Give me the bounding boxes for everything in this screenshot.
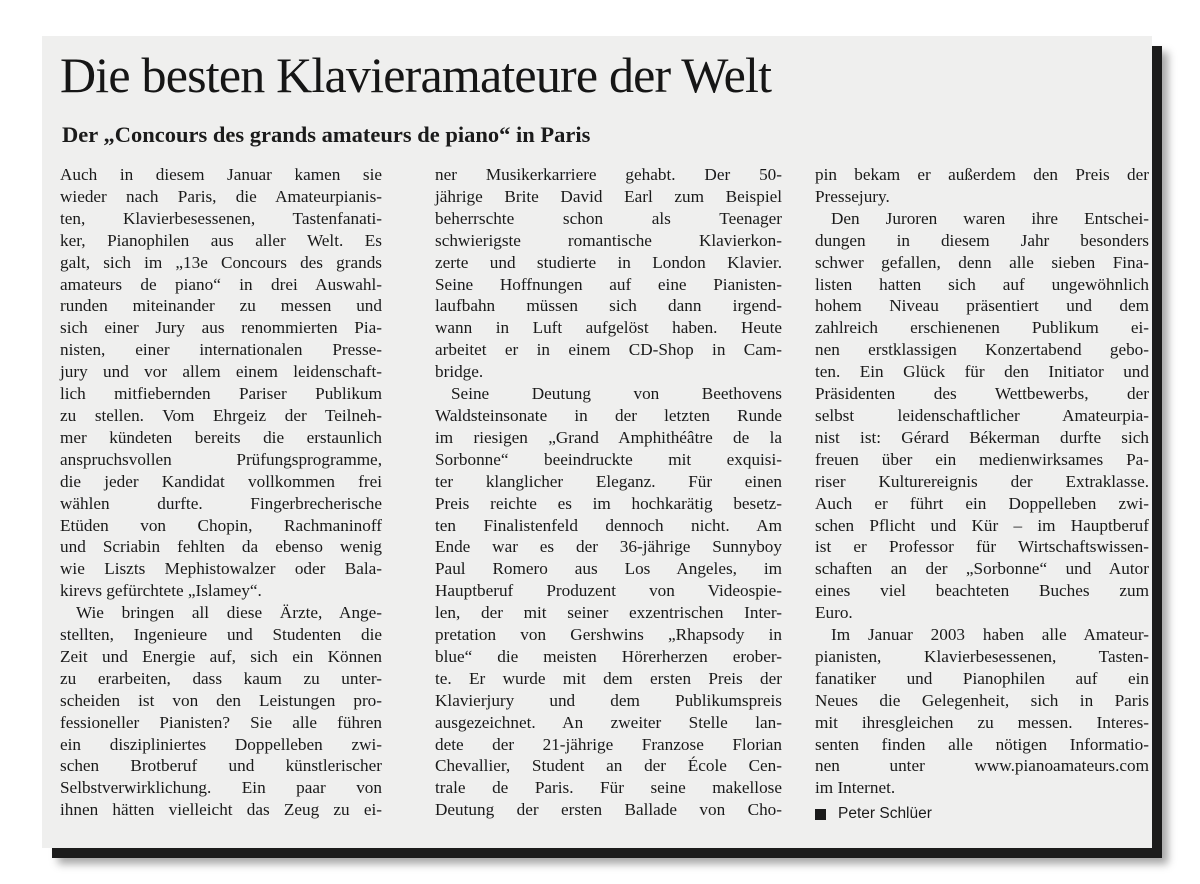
text-line: nist ist: Gérard Békerman durfte sich bbox=[815, 427, 1149, 447]
text-line: mit ihresgleichen zu messen. Interes- bbox=[815, 712, 1149, 732]
text-line: hohem Niveau präsentiert und dem bbox=[815, 296, 1149, 316]
text-line: fanatiker und Pianophilen auf ein bbox=[815, 668, 1149, 688]
text-line: schen Pflicht und Kür – im Hauptberuf bbox=[815, 515, 1149, 535]
text-line: Präsidenten des Wettbewerbs, der bbox=[815, 384, 1149, 404]
subheadline: Der „Concours des grands amateurs de piano“ in Paris bbox=[62, 122, 591, 147]
text-column-1 bbox=[60, 164, 382, 821]
text-line: riser Kulturereignis der Extraklasse. bbox=[815, 471, 1149, 491]
text-line: Paul Romero aus Los Angeles, im bbox=[435, 559, 782, 579]
text-line: stellten, Ingenieure und Studenten die bbox=[60, 625, 382, 645]
text-line: Hauptberuf Produzent von Videospie- bbox=[435, 581, 782, 601]
text-line: Zeit und Energie auf, sich ein Können bbox=[60, 646, 382, 666]
text-line: wie Liszts Mephistowalzer oder Bala- bbox=[60, 559, 382, 579]
text-line: schwierigste romantische Klavierkon- bbox=[435, 230, 782, 250]
text-line: pin bekam er außerdem den Preis der bbox=[815, 165, 1149, 184]
text-line: pianisten, Klavierbesessenen, Tasten- bbox=[815, 646, 1149, 666]
text-line: galt, sich im „13e Concours des grands bbox=[60, 252, 382, 272]
text-line: ten Finalistenfeld dennoch nicht. Am bbox=[435, 515, 782, 535]
text-line: senten finden alle nötigen Informatio- bbox=[815, 734, 1149, 754]
text-line: dete der 21-jährige Franzose Florian bbox=[435, 734, 782, 754]
text-line: Auch er führt ein Doppelleben zwi- bbox=[815, 493, 1149, 513]
text-line: ter klanglicher Eleganz. Für einen bbox=[435, 471, 782, 491]
text-line: Seine Hoffnungen auf eine Pianisten- bbox=[435, 274, 782, 294]
text-line: wählen durfte. Fingerbrecherische bbox=[60, 493, 382, 513]
text-line: wieder nach Paris, die Amateurpianis- bbox=[60, 186, 382, 206]
author-byline bbox=[815, 803, 1149, 825]
text-line: lich mitfiebernden Pariser Publikum bbox=[60, 384, 382, 404]
text-line: ist er Professor für Wirtschaftswissen- bbox=[815, 537, 1149, 557]
author-name: Peter Schlüer bbox=[838, 805, 932, 823]
text-line: zu erarbeiten, dass kaum zu unter- bbox=[60, 668, 382, 688]
text-line: scheiden ist von den Leistungen pro- bbox=[60, 690, 382, 710]
text-line: Sorbonne“ beeindruckte mit exquisi- bbox=[435, 449, 782, 469]
text-line: bridge. bbox=[435, 362, 484, 382]
text-line: ner Musikerkarriere gehabt. Der 50- bbox=[435, 165, 782, 184]
text-line: ausgezeichnet. An zweiter Stelle lan- bbox=[435, 712, 782, 732]
text-line: blue“ die meisten Hörerherzen erober- bbox=[435, 646, 782, 666]
square-bullet-icon bbox=[815, 809, 826, 820]
text-line: nisten, einer internationalen Presse- bbox=[60, 340, 382, 360]
text-line: ten. Ein Glück für den Initiator und bbox=[815, 362, 1149, 382]
text-line: jury und vor allem einem leidenschaft- bbox=[60, 362, 382, 382]
text-line: nen unter www.pianoamateurs.com bbox=[815, 756, 1149, 776]
headline: Die besten Klavieramateure der Welt bbox=[60, 47, 772, 103]
text-line: Waldsteinsonate in der letzten Runde bbox=[435, 405, 782, 425]
text-line: im riesigen „Grand Amphithéâtre de la bbox=[435, 427, 782, 447]
text-line: zu stellen. Vom Ehrgeiz der Teilneh- bbox=[60, 405, 382, 425]
text-line: sich einer Jury aus renommierten Pia- bbox=[60, 318, 382, 338]
text-line: Auch in diesem Januar kamen sie bbox=[60, 165, 382, 184]
text-line: anspruchsvollen Prüfungsprogramme, bbox=[60, 449, 382, 469]
text-line: Chevallier, Student an der École Cen- bbox=[435, 756, 782, 776]
text-line: Den Juroren waren ihre Entschei- bbox=[831, 208, 1149, 228]
text-line: Klavierjury und dem Publikumspreis bbox=[435, 690, 782, 710]
text-line: eines viel beachteten Buches zum bbox=[815, 581, 1149, 601]
text-line: pretation von Gershwins „Rhapsody in bbox=[435, 625, 782, 645]
text-line: die jeder Kandidat vollkommen frei bbox=[60, 471, 382, 491]
text-line: arbeitet er in einem CD-Shop in Cam- bbox=[435, 340, 782, 360]
text-line: zerte und studierte in London Klavier. bbox=[435, 252, 782, 272]
text-line: runden miteinander zu messen und bbox=[60, 296, 382, 316]
text-line: schaften an der „Sorbonne“ und Autor bbox=[815, 559, 1149, 579]
text-line: wann in Luft aufgelöst haben. Heute bbox=[435, 318, 782, 338]
text-line: Ende war es der 36-jährige Sunnyboy bbox=[435, 537, 782, 557]
text-line: zahlreich erschienenen Publikum ei- bbox=[815, 318, 1149, 338]
text-line: Deutung der ersten Ballade von Cho- bbox=[435, 800, 782, 820]
text-line: listen hatten sich auf ungewöhnlich bbox=[815, 274, 1149, 294]
text-line: Selbstverwirklichung. Ein paar von bbox=[60, 778, 382, 798]
text-line: schen Brotberuf und künstlerischer bbox=[60, 756, 382, 776]
text-line: len, der mit seiner exzentrischen Inter- bbox=[435, 603, 782, 623]
text-line: nen erstklassigen Konzertabend gebo- bbox=[815, 340, 1149, 360]
text-line: Euro. bbox=[815, 603, 853, 623]
newspaper-clipping bbox=[42, 36, 1152, 848]
text-line: Etüden von Chopin, Rachmaninoff bbox=[60, 515, 382, 535]
text-line: fessioneller Pianisten? Sie alle führen bbox=[60, 712, 382, 732]
text-line: beherrschte schon als Teenager bbox=[435, 208, 782, 228]
text-line: ker, Pianophilen aus aller Welt. Es bbox=[60, 230, 382, 250]
text-line: dungen in diesem Jahr besonders bbox=[815, 230, 1149, 250]
text-line: ten, Klavierbesessenen, Tastenfanati- bbox=[60, 208, 382, 228]
text-line: Wie bringen all diese Ärzte, Ange- bbox=[76, 603, 382, 623]
text-line: Preis reichte es im hochkarätig besetz- bbox=[435, 493, 782, 513]
text-line: Neues die Gelegenheit, sich in Paris bbox=[815, 690, 1149, 710]
text-line: laufbahn müssen sich dann irgend- bbox=[435, 296, 782, 316]
text-line: selbst leidenschaftlicher Amateurpia- bbox=[815, 405, 1149, 425]
text-line: ihnen hätten vielleicht das Zeug zu ei- bbox=[60, 800, 382, 820]
text-line: jährige Brite David Earl zum Beispiel bbox=[435, 186, 782, 206]
text-line: Im Januar 2003 haben alle Amateur- bbox=[831, 625, 1149, 645]
text-line: freuen über ein medienwirksames Pa- bbox=[815, 449, 1149, 469]
text-column-2 bbox=[435, 164, 782, 821]
text-column-3 bbox=[815, 164, 1149, 825]
text-line: te. Er wurde mit dem ersten Preis der bbox=[435, 668, 782, 688]
text-line: schwer gefallen, denn alle sieben Fina- bbox=[815, 252, 1149, 272]
text-line: im Internet. bbox=[815, 778, 896, 798]
text-line: trale de Paris. Für seine makellose bbox=[435, 778, 782, 798]
text-line: Pressejury. bbox=[815, 186, 890, 206]
text-line: und Scriabin fehlten da ebenso wenig bbox=[60, 537, 382, 557]
text-line: ein diszipliniertes Doppelleben zwi- bbox=[60, 734, 382, 754]
text-line: amateurs de piano“ in drei Auswahl- bbox=[60, 274, 382, 294]
text-line: mer kündeten bereits die erstaunlich bbox=[60, 427, 382, 447]
text-line: kirevs gefürchtete „Islamey“. bbox=[60, 581, 262, 601]
text-line: Seine Deutung von Beethovens bbox=[451, 384, 782, 404]
